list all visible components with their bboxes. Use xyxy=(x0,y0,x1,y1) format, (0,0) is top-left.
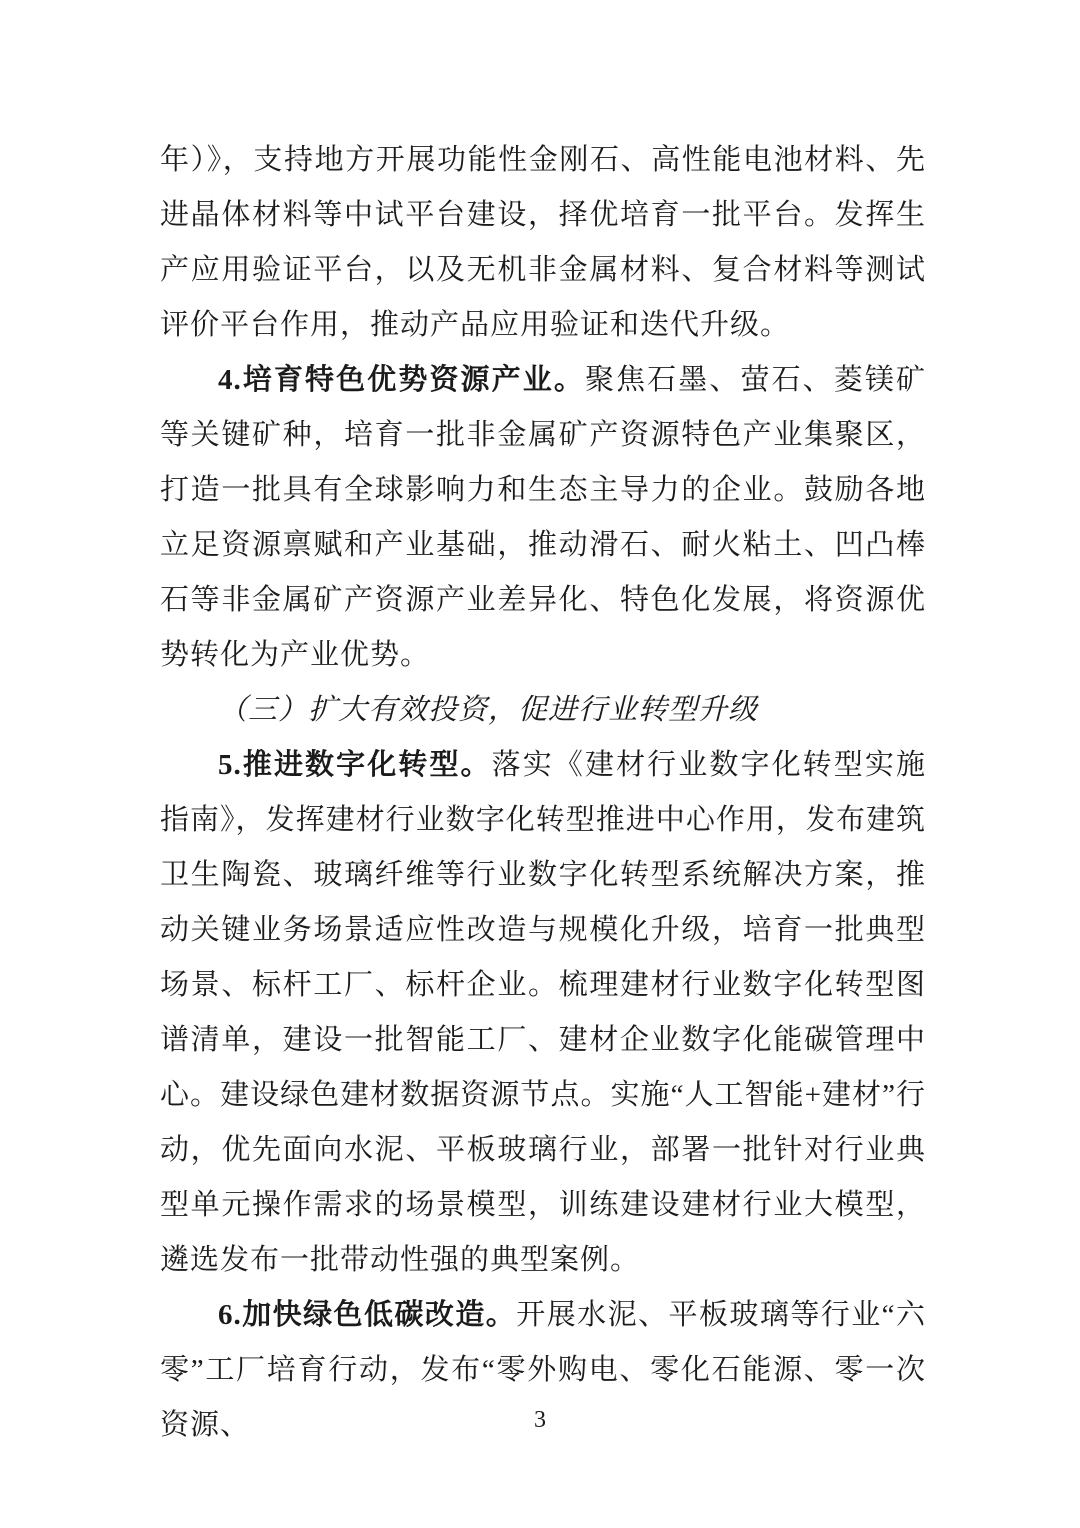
paragraph-text: 聚焦石墨、萤石、菱镁矿等关键矿种，培育一批非金属矿产资源特色产业集聚区，打造一批具有全球影响力和生态主导力的企业。鼓励各地立足资源禀赋和产业基础，推动滑石、耐火粘土、凹凸棒石等非金属矿产资源产业差异化、特色化发展，将资源优势转化为产业优势。 xyxy=(160,364,926,671)
paragraph-heading: 5.推进数字化转型。 xyxy=(218,749,492,781)
section-heading-text: （三）扩大有效投资，促进行业转型升级 xyxy=(218,694,759,726)
paragraph-text: 年）》，支持地方开展功能性金刚石、高性能电池材料、先进晶体材料等中试平台建设，择优培育一批平台。发挥生产应用验证平台，以及无机非金属材料、复合材料等测试评价平台作用，推动产品应用验证和迭代升级。 xyxy=(160,144,926,341)
paragraph-item-5 xyxy=(160,738,926,1288)
paragraph-item-4 xyxy=(160,353,926,683)
page-number: 3 xyxy=(534,1407,546,1433)
document-body xyxy=(160,133,926,1453)
paragraph-text: 开展水泥、平板玻璃等行业“六零”工厂培育行动，发布“零外购电、零化石能源、零一次资源、 xyxy=(160,1299,926,1441)
section-heading-three xyxy=(160,683,926,738)
paragraph-heading: 6.加快绿色低碳改造。 xyxy=(218,1299,517,1331)
paragraph-continuation xyxy=(160,133,926,353)
paragraph-text: 落实《建材行业数字化转型实施指南》，发挥建材行业数字化转型推进中心作用，发布建筑卫生陶瓷、玻璃纤维等行业数字化转型系统解决方案，推动关键业务场景适应性改造与规模化升级，培育一批典型场景、标杆工厂、标杆企业。梳理建材行业数字化转型图谱清单，建设一批智能工厂、建材企业数字化能碳管理中心。建设绿色建材数据资源节点。实施“人工智能+建材”行动，优先面向水泥、平板玻璃行业，部署一批针对行业典型单元操作需求的场景模型，训练建设建材行业大模型，遴选发布一批带动性强的典型案例。 xyxy=(160,749,926,1276)
paragraph-heading: 4.培育特色优势资源产业。 xyxy=(218,364,585,396)
